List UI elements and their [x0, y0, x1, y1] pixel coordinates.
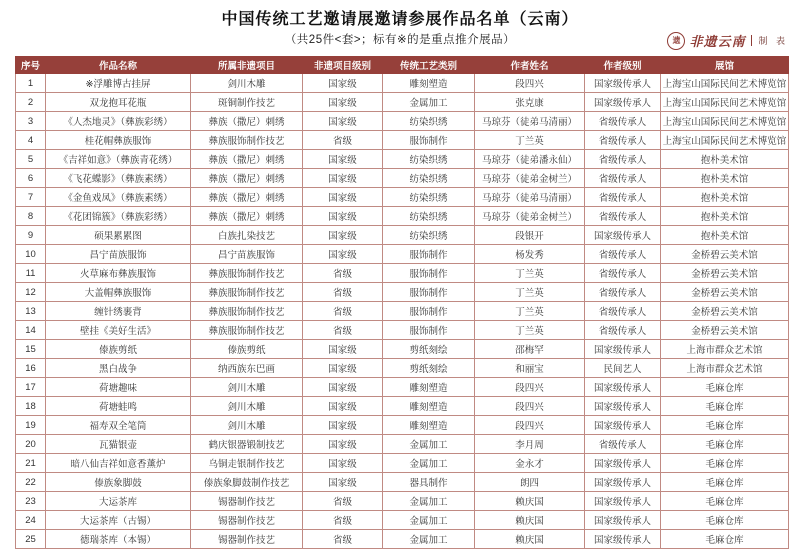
table-cell: 硕果累累图 [46, 226, 191, 245]
table-row [16, 359, 789, 378]
table-cell: 2 [16, 93, 46, 112]
table-row [16, 283, 789, 302]
table-cell: 省级 [303, 321, 383, 340]
table-cell: 张克康 [475, 93, 585, 112]
table-cell: 剑川木雕 [191, 74, 303, 93]
header-row [16, 57, 789, 74]
table-cell: 大运茶库（古锡） [46, 511, 191, 530]
column-header: 作品名称 [46, 57, 191, 74]
table-cell: 服饰制作 [383, 245, 475, 264]
table-cell: 省级传承人 [585, 435, 661, 454]
table-cell: 25 [16, 530, 46, 549]
table-cell: 金属加工 [383, 511, 475, 530]
table-cell: 丁兰英 [475, 131, 585, 150]
table-cell: 剑川木雕 [191, 397, 303, 416]
table-cell: 11 [16, 264, 46, 283]
table-cell: ※浮雕博古挂屏 [46, 74, 191, 93]
table-cell: 瓦猫银壶 [46, 435, 191, 454]
table-cell: 《人杰地灵》（彝族彩绣） [46, 112, 191, 131]
table-cell: 双龙抱耳花瓶 [46, 93, 191, 112]
table-cell: 彝族服饰制作技艺 [191, 264, 303, 283]
table-cell: 上海市群众艺术馆 [661, 340, 789, 359]
table-cell: 抱朴美术馆 [661, 207, 789, 226]
column-header: 展馆 [661, 57, 789, 74]
table-cell: 雕刻塑造 [383, 74, 475, 93]
table-cell: 14 [16, 321, 46, 340]
seal-icon: 遗 [667, 32, 685, 50]
table-cell: 段四兴 [475, 397, 585, 416]
table-row [16, 207, 789, 226]
table-cell: 丁兰英 [475, 321, 585, 340]
table-cell: 国家级传承人 [585, 530, 661, 549]
table-cell: 赖庆国 [475, 492, 585, 511]
table-cell: 国家级传承人 [585, 416, 661, 435]
table-cell: 壁挂《美好生活》 [46, 321, 191, 340]
table-cell: 省级传承人 [585, 188, 661, 207]
table-cell: 国家级 [303, 188, 383, 207]
table-cell: 雕刻塑造 [383, 416, 475, 435]
table-cell: 服饰制作 [383, 131, 475, 150]
table-cell: 金属加工 [383, 530, 475, 549]
table-cell: 荷塘蛙鸣 [46, 397, 191, 416]
column-header: 作者姓名 [475, 57, 585, 74]
table-cell: 金桥碧云美术馆 [661, 245, 789, 264]
table-cell: 金桥碧云美术馆 [661, 321, 789, 340]
table-cell: 国家级 [303, 397, 383, 416]
table-cell: 毛麻仓库 [661, 492, 789, 511]
table-cell: 9 [16, 226, 46, 245]
table-cell: 《飞花蝶影》（彝族素绣） [46, 169, 191, 188]
table-cell: 彝族服饰制作技艺 [191, 283, 303, 302]
table-cell: 金桥碧云美术馆 [661, 264, 789, 283]
table-cell: 《金鱼戏凤》（彝族素绣） [46, 188, 191, 207]
table-cell: 6 [16, 169, 46, 188]
table-row [16, 74, 789, 93]
table-cell: 国家级传承人 [585, 93, 661, 112]
table-cell: 1 [16, 74, 46, 93]
table-cell: 毛麻仓库 [661, 511, 789, 530]
table-cell: 省级传承人 [585, 245, 661, 264]
table-cell: 荷塘趣味 [46, 378, 191, 397]
table-cell: 毛麻仓库 [661, 454, 789, 473]
table-cell: 马琼芬（徒弟金树兰） [475, 207, 585, 226]
table-cell: 国家级 [303, 359, 383, 378]
works-table [15, 56, 789, 549]
table-cell: 金属加工 [383, 454, 475, 473]
table-cell: 国家级 [303, 169, 383, 188]
table-cell: 段四兴 [475, 378, 585, 397]
table-cell: 彝族（撒尼）刺绣 [191, 188, 303, 207]
table-cell: 22 [16, 473, 46, 492]
table-cell: 毛麻仓库 [661, 473, 789, 492]
table-cell: 傣族剪纸 [191, 340, 303, 359]
table-cell: 邵梅罕 [475, 340, 585, 359]
table-row [16, 321, 789, 340]
table-cell: 《吉祥如意》（彝族青花绣） [46, 150, 191, 169]
table-cell: 18 [16, 397, 46, 416]
table-cell: 雕刻塑造 [383, 378, 475, 397]
table-cell: 21 [16, 454, 46, 473]
publisher-logo [667, 31, 788, 50]
table-cell: 福寿双全笔筒 [46, 416, 191, 435]
table-cell: 省级传承人 [585, 283, 661, 302]
works-table-head [16, 57, 789, 74]
table-row [16, 492, 789, 511]
table-cell: 金桥碧云美术馆 [661, 283, 789, 302]
table-row [16, 435, 789, 454]
table-cell: 朗四 [475, 473, 585, 492]
column-header: 非遗项目级别 [303, 57, 383, 74]
table-cell: 15 [16, 340, 46, 359]
table-row [16, 188, 789, 207]
table-row [16, 169, 789, 188]
table-cell: 大运茶库 [46, 492, 191, 511]
table-cell: 纺染织绣 [383, 112, 475, 131]
table-cell: 国家级 [303, 245, 383, 264]
table-cell: 国家级传承人 [585, 492, 661, 511]
table-row [16, 378, 789, 397]
table-cell: 国家级 [303, 340, 383, 359]
table-cell: 纳西族东巴画 [191, 359, 303, 378]
table-row [16, 150, 789, 169]
table-cell: 国家级 [303, 473, 383, 492]
table-cell: 国家级传承人 [585, 226, 661, 245]
table-row [16, 93, 789, 112]
table-cell: 上海宝山国际民间艺术博览馆 [661, 131, 789, 150]
works-table-body [16, 74, 789, 549]
table-cell: 傣族象脚鼓 [46, 473, 191, 492]
table-cell: 国家级 [303, 112, 383, 131]
table-row [16, 131, 789, 150]
table-cell: 抱朴美术馆 [661, 169, 789, 188]
table-cell: 上海宝山国际民间艺术博览馆 [661, 93, 789, 112]
table-cell: 彝族服饰制作技艺 [191, 321, 303, 340]
table-row [16, 340, 789, 359]
table-cell: 省级 [303, 264, 383, 283]
column-header: 所属非遗项目 [191, 57, 303, 74]
table-cell: 丁兰英 [475, 302, 585, 321]
table-cell: 桂花帽彝族服饰 [46, 131, 191, 150]
table-cell: 彝族服饰制作技艺 [191, 131, 303, 150]
table-cell: 彝族（撒尼）刺绣 [191, 112, 303, 131]
table-cell: 雕刻塑造 [383, 397, 475, 416]
table-cell: 昌宁苗族服饰 [46, 245, 191, 264]
table-cell: 省级传承人 [585, 131, 661, 150]
table-cell: 服饰制作 [383, 264, 475, 283]
table-cell: 抱朴美术馆 [661, 226, 789, 245]
table-cell: 省级传承人 [585, 112, 661, 131]
table-cell: 省级传承人 [585, 264, 661, 283]
table-cell: 国家级传承人 [585, 74, 661, 93]
table-cell: 上海市群众艺术馆 [661, 359, 789, 378]
table-cell: 锡器制作技艺 [191, 511, 303, 530]
table-cell: 3 [16, 112, 46, 131]
table-cell: 省级传承人 [585, 169, 661, 188]
table-cell: 省级传承人 [585, 207, 661, 226]
table-cell: 李月周 [475, 435, 585, 454]
table-cell: 马琼芬（徒弟马清丽） [475, 112, 585, 131]
table-cell: 省级 [303, 511, 383, 530]
table-cell: 赖庆国 [475, 511, 585, 530]
table-cell: 19 [16, 416, 46, 435]
table-cell: 4 [16, 131, 46, 150]
table-cell: 黑白战争 [46, 359, 191, 378]
logo-divider [751, 35, 752, 46]
table-cell: 段四兴 [475, 74, 585, 93]
table-cell: 国家级 [303, 226, 383, 245]
table-cell: 杨发秀 [475, 245, 585, 264]
table-cell: 锡器制作技艺 [191, 530, 303, 549]
table-cell: 金属加工 [383, 93, 475, 112]
table-cell: 国家级 [303, 93, 383, 112]
page-subtitle: （共25件<套>；标有※的是重点推介展品） [284, 34, 516, 46]
table-cell: 锡器制作技艺 [191, 492, 303, 511]
column-header: 作者级别 [585, 57, 661, 74]
table-row [16, 511, 789, 530]
table-cell: 赖庆国 [475, 530, 585, 549]
table-cell: 8 [16, 207, 46, 226]
table-cell: 毛麻仓库 [661, 435, 789, 454]
table-cell: 服饰制作 [383, 321, 475, 340]
table-cell: 段银开 [475, 226, 585, 245]
table-cell: 17 [16, 378, 46, 397]
table-cell: 毛麻仓库 [661, 397, 789, 416]
table-cell: 纺染织绣 [383, 150, 475, 169]
table-cell: 纺染织绣 [383, 169, 475, 188]
table-cell: 马琼芬（徒弟马清丽） [475, 188, 585, 207]
table-cell: 彝族服饰制作技艺 [191, 302, 303, 321]
table-cell: 服饰制作 [383, 283, 475, 302]
table-cell: 20 [16, 435, 46, 454]
table-cell: 服饰制作 [383, 302, 475, 321]
column-header: 序号 [16, 57, 46, 74]
table-cell: 国家级 [303, 74, 383, 93]
table-row [16, 112, 789, 131]
table-cell: 国家级传承人 [585, 454, 661, 473]
table-cell: 毛麻仓库 [661, 416, 789, 435]
table-cell: 抱朴美术馆 [661, 188, 789, 207]
table-cell: 金永才 [475, 454, 585, 473]
table-row [16, 302, 789, 321]
table-cell: 省级传承人 [585, 302, 661, 321]
table-cell: 国家级传承人 [585, 473, 661, 492]
table-cell: 国家级 [303, 207, 383, 226]
table-cell: 省级 [303, 302, 383, 321]
table-cell: 缠针绣裹背 [46, 302, 191, 321]
table-cell: 国家级传承人 [585, 397, 661, 416]
table-cell: 5 [16, 150, 46, 169]
table-cell: 13 [16, 302, 46, 321]
table-cell: 剑川木雕 [191, 378, 303, 397]
table-cell: 国家级传承人 [585, 378, 661, 397]
table-cell: 暗八仙吉祥如意香薰炉 [46, 454, 191, 473]
table-cell: 火草麻布彝族服饰 [46, 264, 191, 283]
table-cell: 马琼芬（徒弟金树兰） [475, 169, 585, 188]
table-cell: 纺染织绣 [383, 188, 475, 207]
table-cell: 10 [16, 245, 46, 264]
table-cell: 国家级传承人 [585, 340, 661, 359]
table-cell: 彝族（撒尼）刺绣 [191, 169, 303, 188]
table-cell: 白族扎染技艺 [191, 226, 303, 245]
table-cell: 鹤庆银器锻制技艺 [191, 435, 303, 454]
table-cell: 毛麻仓库 [661, 530, 789, 549]
table-cell: 斑铜制作技艺 [191, 93, 303, 112]
table-cell: 彝族（撒尼）刺绣 [191, 207, 303, 226]
table-cell: 毛麻仓库 [661, 378, 789, 397]
table-cell: 段四兴 [475, 416, 585, 435]
table-cell: 傣族象脚鼓制作技艺 [191, 473, 303, 492]
table-cell: 国家级 [303, 454, 383, 473]
table-cell: 丁兰英 [475, 283, 585, 302]
table-cell: 国家级 [303, 435, 383, 454]
table-cell: 上海宝山国际民间艺术博览馆 [661, 74, 789, 93]
table-cell: 省级 [303, 131, 383, 150]
table-row [16, 245, 789, 264]
table-cell: 《花团锦簇》（彝族彩绣） [46, 207, 191, 226]
table-cell: 丁兰英 [475, 264, 585, 283]
table-cell: 乌铜走银制作技艺 [191, 454, 303, 473]
table-cell: 剑川木雕 [191, 416, 303, 435]
table-cell: 和丽宝 [475, 359, 585, 378]
table-cell: 昌宁苗族服饰 [191, 245, 303, 264]
table-cell: 16 [16, 359, 46, 378]
table-cell: 纺染织绣 [383, 226, 475, 245]
table-cell: 抱朴美术馆 [661, 150, 789, 169]
table-cell: 马琼芬（徒弟潘永仙） [475, 150, 585, 169]
table-row [16, 530, 789, 549]
table-cell: 省级 [303, 283, 383, 302]
table-cell: 省级 [303, 492, 383, 511]
table-cell: 12 [16, 283, 46, 302]
table-row [16, 473, 789, 492]
table-cell: 国家级传承人 [585, 511, 661, 530]
table-cell: 彝族（撒尼）刺绣 [191, 150, 303, 169]
table-cell: 民间艺人 [585, 359, 661, 378]
table-cell: 金属加工 [383, 435, 475, 454]
column-header: 传统工艺类别 [383, 57, 475, 74]
table-cell: 7 [16, 188, 46, 207]
table-cell: 金属加工 [383, 492, 475, 511]
table-row [16, 226, 789, 245]
table-cell: 国家级 [303, 378, 383, 397]
table-cell: 省级传承人 [585, 150, 661, 169]
table-row [16, 264, 789, 283]
page-title: 中国传统工艺邀请展邀请参展作品名单（云南） [221, 11, 579, 28]
table-cell: 省级传承人 [585, 321, 661, 340]
table-row [16, 416, 789, 435]
table-cell: 国家级 [303, 150, 383, 169]
table-row [16, 397, 789, 416]
table-cell: 国家级 [303, 416, 383, 435]
table-cell: 上海宝山国际民间艺术博览馆 [661, 112, 789, 131]
table-row [16, 454, 789, 473]
table-cell: 大盖帽彝族服饰 [46, 283, 191, 302]
table-cell: 金桥碧云美术馆 [661, 302, 789, 321]
table-cell: 23 [16, 492, 46, 511]
table-cell: 剪纸刻绘 [383, 340, 475, 359]
table-cell: 纺染织绣 [383, 207, 475, 226]
table-cell: 省级 [303, 530, 383, 549]
table-cell: 德瑞茶库（本锡） [46, 530, 191, 549]
table-cell: 24 [16, 511, 46, 530]
table-cell: 傣族剪纸 [46, 340, 191, 359]
table-cell: 剪纸刻绘 [383, 359, 475, 378]
table-cell: 器具制作 [383, 473, 475, 492]
logo-suffix-text: 制 表 [758, 36, 788, 46]
logo-brand-text: 非遗云南 [689, 34, 746, 49]
